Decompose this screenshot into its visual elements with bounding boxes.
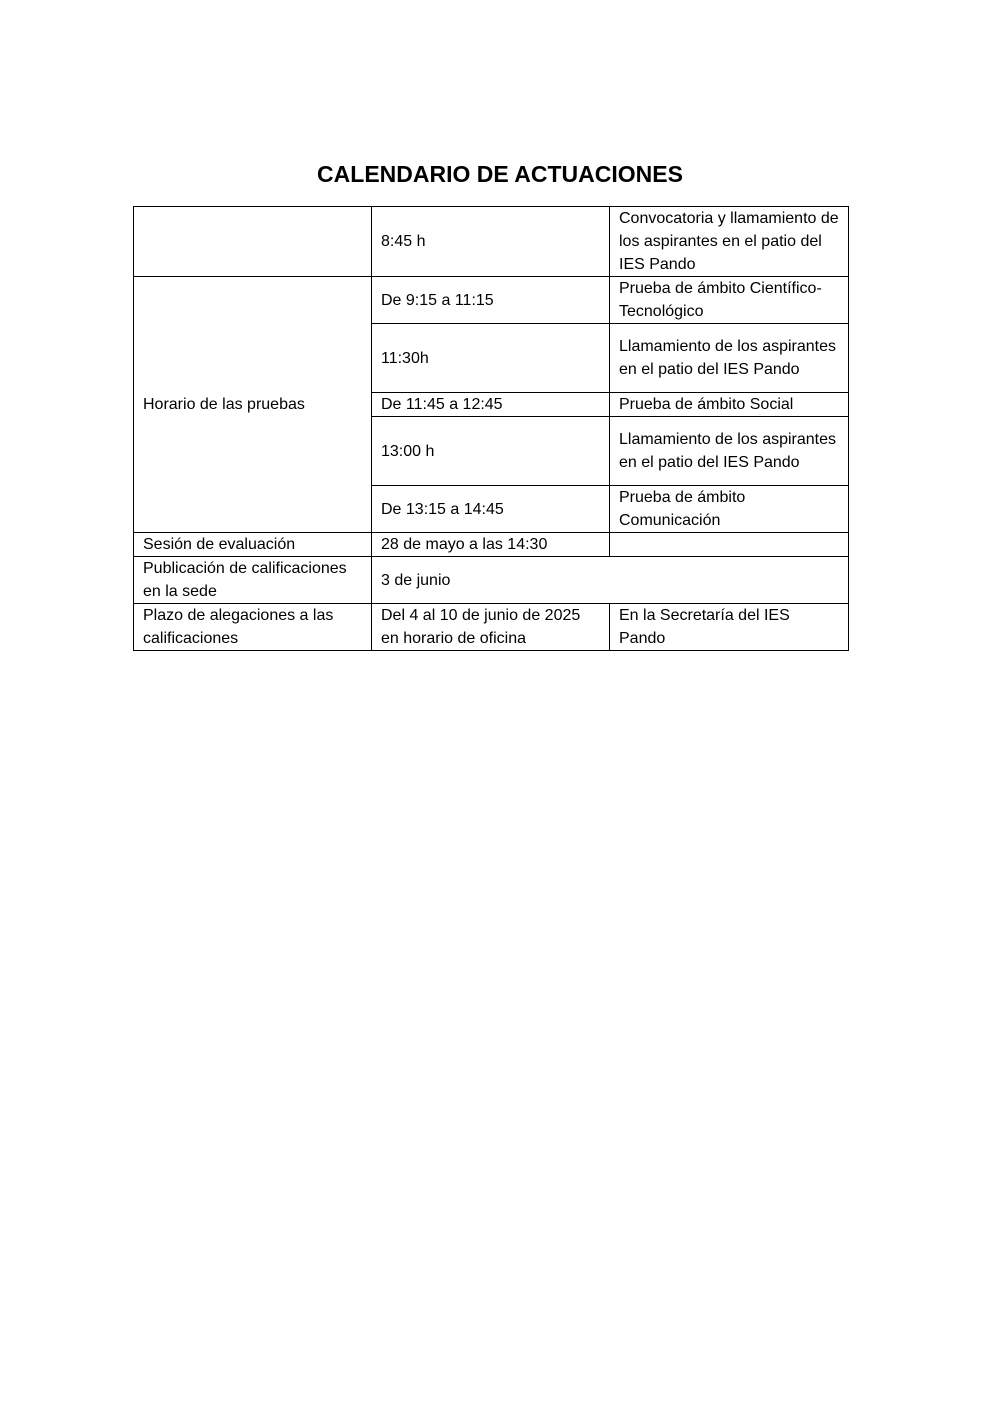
time-cell: De 11:45 a 12:45	[372, 393, 610, 417]
time-cell: De 9:15 a 11:15	[372, 277, 610, 324]
schedule-table	[133, 206, 849, 651]
table-row	[134, 533, 849, 557]
activity-cell: Prueba de ámbito Social	[610, 393, 849, 417]
pruebas-label-cell: Horario de las pruebas	[134, 277, 372, 533]
activity-cell: Convocatoria y llamamiento de los aspirantes en el patio del IES Pando	[610, 207, 849, 277]
time-cell: 28 de mayo a las 14:30	[372, 533, 610, 557]
table-row	[134, 277, 849, 324]
time-cell: 13:00 h	[372, 417, 610, 486]
activity-cell	[610, 533, 849, 557]
row-label-cell: Plazo de alegaciones a las calificaciones	[134, 604, 372, 651]
table-row	[134, 604, 849, 651]
time-cell: De 13:15 a 14:45	[372, 486, 610, 533]
page-title: CALENDARIO DE ACTUACIONES	[317, 161, 683, 187]
time-cell: Del 4 al 10 de junio de 2025 en horario de oficina	[372, 604, 610, 651]
row-label-cell	[134, 207, 372, 277]
activity-cell: Prueba de ámbito Científico-Tecnológico	[610, 277, 849, 324]
activity-cell: Prueba de ámbito Comunicación	[610, 486, 849, 533]
row-label-cell: Publicación de calificaciones en la sede	[134, 557, 372, 604]
table-row	[134, 207, 849, 277]
activity-cell: Llamamiento de los aspirantes en el patio del IES Pando	[610, 324, 849, 393]
activity-cell: Llamamiento de los aspirantes en el patio del IES Pando	[610, 417, 849, 486]
time-cell: 11:30h	[372, 324, 610, 393]
time-cell: 3 de junio	[372, 557, 849, 604]
table-row	[134, 557, 849, 604]
time-cell: 8:45 h	[372, 207, 610, 277]
row-label-cell: Sesión de evaluación	[134, 533, 372, 557]
activity-cell: En la Secretaría del IES Pando	[610, 604, 849, 651]
